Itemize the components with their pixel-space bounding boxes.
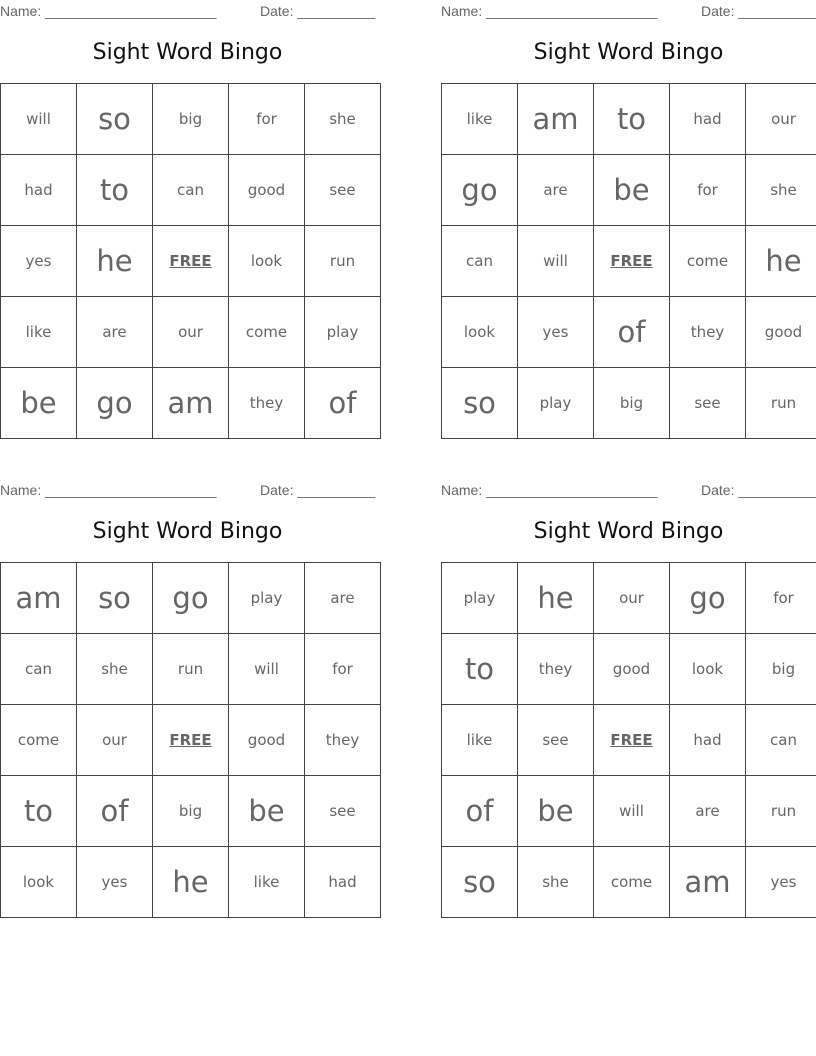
word-cell: she [518, 847, 594, 918]
word-cell: go [153, 563, 229, 634]
name-date-line [0, 479, 375, 501]
word-cell: play [229, 563, 305, 634]
name-label: Name: ______________________ [0, 3, 217, 19]
word-cell: come [594, 847, 670, 918]
word-cell: am [1, 563, 77, 634]
word-cell: big [594, 368, 670, 439]
word-cell: they [305, 705, 381, 776]
word-cell: of [442, 776, 518, 847]
word-cell: can [1, 634, 77, 705]
word-cell: are [305, 563, 381, 634]
word-cell: look [229, 226, 305, 297]
date-label: Date: __________ [260, 482, 376, 498]
free-space: FREE [594, 705, 670, 776]
word-cell: he [77, 226, 153, 297]
word-cell: to [77, 155, 153, 226]
word-cell: can [153, 155, 229, 226]
card-title: Sight Word Bingo [533, 40, 724, 65]
bingo-card [0, 0, 376, 420]
word-cell: so [442, 847, 518, 918]
word-cell: are [670, 776, 746, 847]
word-cell: to [442, 634, 518, 705]
grid-row [442, 634, 816, 705]
word-cell: good [594, 634, 670, 705]
word-cell: he [153, 847, 229, 918]
word-cell: play [442, 563, 518, 634]
date-label: Date: __________ [701, 3, 816, 19]
word-cell: they [518, 634, 594, 705]
card-title: Sight Word Bingo [92, 40, 283, 65]
word-cell: yes [77, 847, 153, 918]
word-cell: look [670, 634, 746, 705]
word-cell: like [1, 297, 77, 368]
grid-row [1, 368, 381, 439]
word-cell: good [746, 297, 816, 368]
grid-row [442, 847, 816, 918]
word-cell: come [670, 226, 746, 297]
word-cell: will [594, 776, 670, 847]
word-cell: of [305, 368, 381, 439]
word-cell: he [746, 226, 816, 297]
word-cell: to [594, 84, 670, 155]
word-cell: run [746, 776, 816, 847]
name-label: Name: ______________________ [0, 482, 217, 498]
bingo-grid [441, 83, 816, 439]
word-cell: big [746, 634, 816, 705]
word-cell: big [153, 776, 229, 847]
grid-row [442, 155, 816, 226]
word-cell: had [670, 84, 746, 155]
word-cell: come [1, 705, 77, 776]
word-cell: like [442, 84, 518, 155]
grid-row [442, 368, 816, 439]
word-cell: so [77, 84, 153, 155]
grid-row [442, 297, 816, 368]
grid-row [442, 226, 816, 297]
grid-row [1, 776, 381, 847]
word-cell: will [1, 84, 77, 155]
word-cell: for [746, 563, 816, 634]
grid-row [1, 297, 381, 368]
grid-row [442, 705, 816, 776]
word-cell: run [305, 226, 381, 297]
bingo-card [441, 0, 816, 420]
name-date-line [441, 479, 816, 501]
word-cell: see [305, 155, 381, 226]
bingo-card [441, 479, 816, 899]
free-space: FREE [594, 226, 670, 297]
word-cell: our [594, 563, 670, 634]
word-cell: play [518, 368, 594, 439]
word-cell: go [670, 563, 746, 634]
bingo-grid [441, 562, 816, 918]
grid-row [442, 776, 816, 847]
word-cell: big [153, 84, 229, 155]
word-cell: are [77, 297, 153, 368]
word-cell: see [670, 368, 746, 439]
word-cell: come [229, 297, 305, 368]
date-label: Date: __________ [260, 3, 376, 19]
word-cell: so [442, 368, 518, 439]
grid-row [1, 226, 381, 297]
free-space: FREE [153, 226, 229, 297]
word-cell: be [594, 155, 670, 226]
card-title: Sight Word Bingo [92, 519, 283, 544]
word-cell: am [670, 847, 746, 918]
grid-row [1, 563, 381, 634]
word-cell: he [518, 563, 594, 634]
word-cell: yes [1, 226, 77, 297]
word-cell: can [442, 226, 518, 297]
word-cell: of [594, 297, 670, 368]
bingo-grid [0, 83, 381, 439]
card-title: Sight Word Bingo [533, 519, 724, 544]
grid-row [1, 634, 381, 705]
word-cell: run [746, 368, 816, 439]
word-cell: go [77, 368, 153, 439]
word-cell: will [229, 634, 305, 705]
word-cell: our [77, 705, 153, 776]
word-cell: had [1, 155, 77, 226]
word-cell: be [1, 368, 77, 439]
word-cell: look [1, 847, 77, 918]
word-cell: for [305, 634, 381, 705]
name-label: Name: ______________________ [441, 3, 658, 19]
word-cell: yes [518, 297, 594, 368]
word-cell: for [229, 84, 305, 155]
word-cell: yes [746, 847, 816, 918]
word-cell: good [229, 155, 305, 226]
word-cell: see [305, 776, 381, 847]
word-cell: of [77, 776, 153, 847]
word-cell: our [746, 84, 816, 155]
word-cell: so [77, 563, 153, 634]
date-label: Date: __________ [701, 482, 816, 498]
word-cell: look [442, 297, 518, 368]
grid-row [1, 155, 381, 226]
word-cell: can [746, 705, 816, 776]
word-cell: she [305, 84, 381, 155]
word-cell: had [305, 847, 381, 918]
word-cell: they [670, 297, 746, 368]
word-cell: they [229, 368, 305, 439]
word-cell: go [442, 155, 518, 226]
word-cell: are [518, 155, 594, 226]
grid-row [1, 705, 381, 776]
name-date-line [441, 0, 816, 22]
word-cell: for [670, 155, 746, 226]
word-cell: run [153, 634, 229, 705]
word-cell: be [229, 776, 305, 847]
free-space: FREE [153, 705, 229, 776]
name-label: Name: ______________________ [441, 482, 658, 498]
grid-row [1, 84, 381, 155]
grid-row [1, 847, 381, 918]
word-cell: be [518, 776, 594, 847]
word-cell: good [229, 705, 305, 776]
bingo-grid [0, 562, 381, 918]
grid-row [442, 563, 816, 634]
word-cell: am [153, 368, 229, 439]
grid-row [442, 84, 816, 155]
word-cell: to [1, 776, 77, 847]
word-cell: had [670, 705, 746, 776]
word-cell: will [518, 226, 594, 297]
word-cell: she [746, 155, 816, 226]
word-cell: like [442, 705, 518, 776]
word-cell: am [518, 84, 594, 155]
word-cell: see [518, 705, 594, 776]
name-date-line [0, 0, 375, 22]
word-cell: play [305, 297, 381, 368]
word-cell: like [229, 847, 305, 918]
word-cell: she [77, 634, 153, 705]
bingo-card [0, 479, 376, 899]
word-cell: our [153, 297, 229, 368]
